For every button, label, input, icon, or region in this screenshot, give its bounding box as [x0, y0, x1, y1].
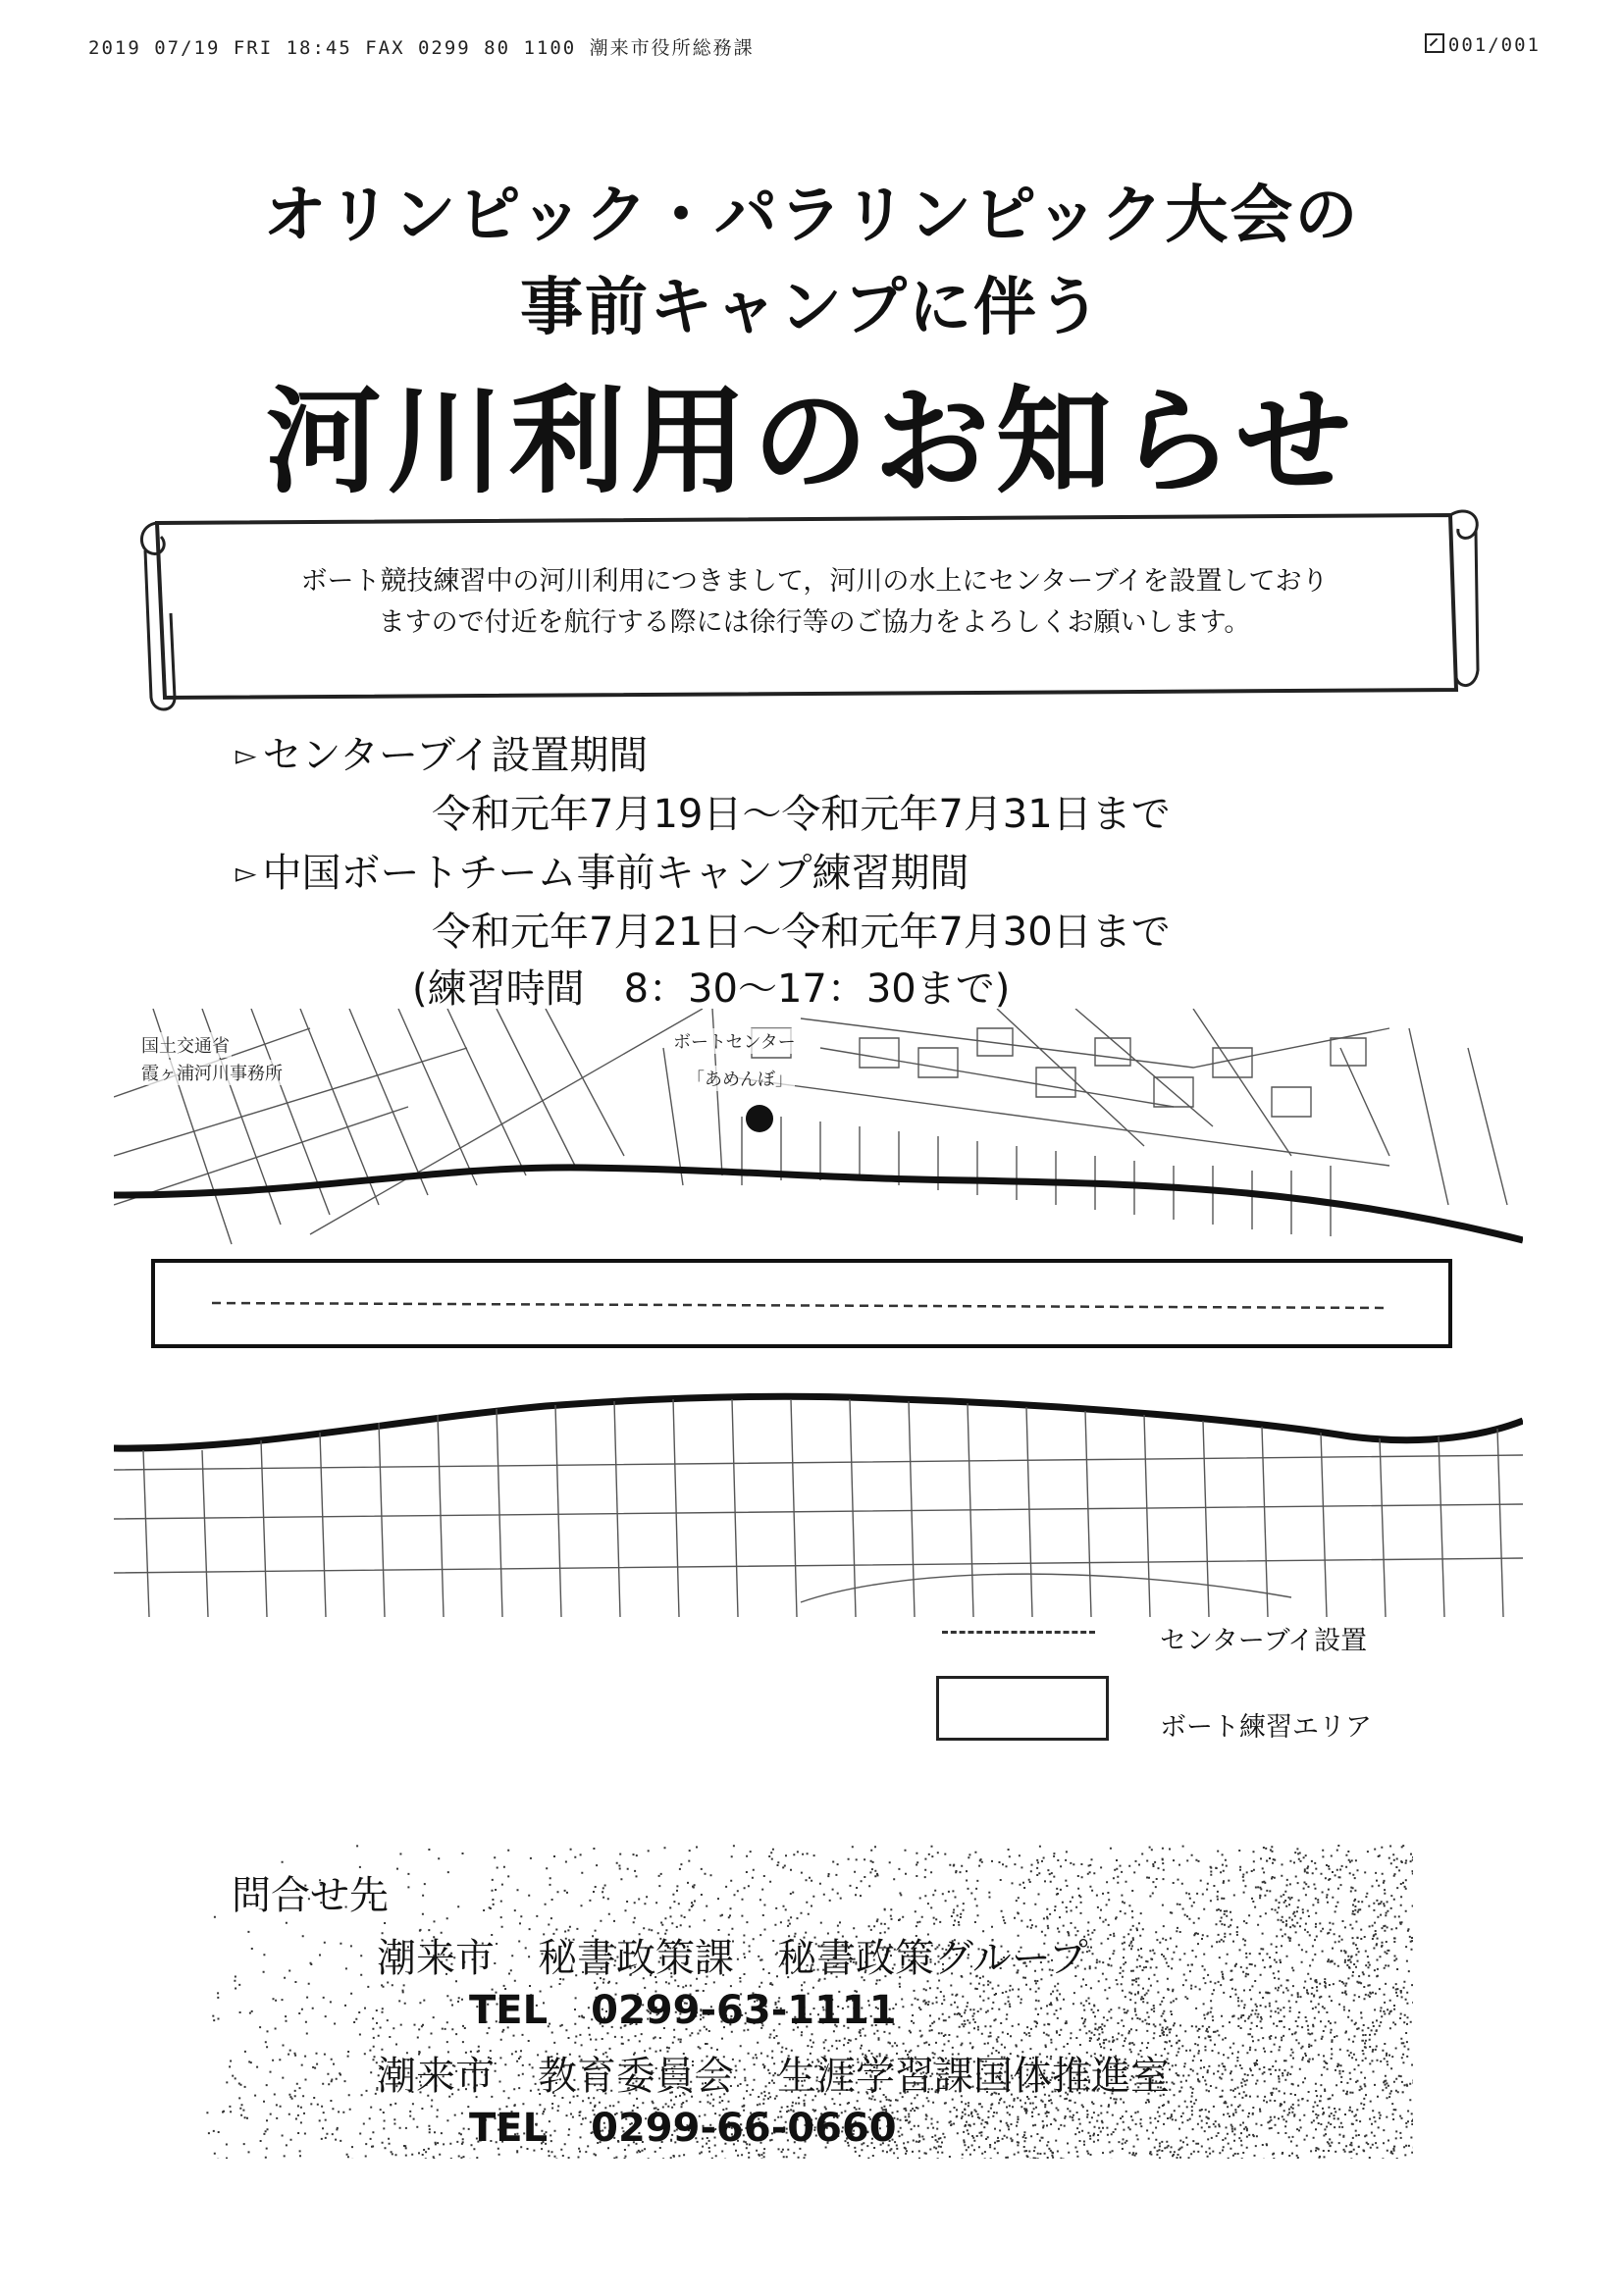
contact-dept-1-group: 秘書政策グループ: [777, 1936, 1088, 1981]
contact-dept-1: [377, 1927, 1088, 1983]
map-upper-bank: [114, 1009, 1507, 1244]
buoy-period-heading: [236, 724, 648, 780]
fax-page-icon: [1425, 33, 1444, 53]
fax-page-number: 001/001: [1447, 34, 1541, 56]
map-label-office-2: 霞ヶ浦河川事務所: [139, 1060, 285, 1085]
map-label-boat-center-name: 「あめんぼ」: [685, 1066, 795, 1091]
camp-period-heading: [236, 842, 969, 898]
contact-dept-2-name: 教育委員会: [538, 2054, 734, 2099]
fax-transmission-info: 2019 07/19 FRI 18:45 FAX 0299 80 1100 潮来市役所総務課: [88, 37, 755, 59]
contact-dept-1-city: 潮来市: [377, 1936, 495, 1981]
buoy-period-label: センターブイ設置期間: [262, 733, 649, 778]
legend-area-label: ボート練習エリア: [1160, 1712, 1372, 1743]
contact-dept-2: [377, 2045, 1170, 2101]
title-line-1: オリンピック・パラリンピック大会の: [263, 180, 1360, 252]
tel-label: TEL: [469, 2106, 549, 2151]
map-label-office-1: 国土交通省: [139, 1032, 232, 1058]
map-lower-shoreline: [114, 1396, 1523, 1448]
contact-dept-2-city: 潮来市: [377, 2054, 495, 2099]
boat-center-marker: [746, 1105, 773, 1132]
title-line-2: 事前キャンプに伴う: [520, 272, 1103, 344]
contact-dept-2-group: 生涯学習課国体推進室: [777, 2054, 1170, 2099]
tel-label: TEL: [469, 1988, 549, 2033]
contact-tel-1: [469, 1988, 897, 2033]
legend-buoy-swatch: [942, 1631, 1095, 1634]
contact-label: 問合せ先: [232, 1873, 389, 1918]
contact-tel-1-number: 0299-63-1111: [591, 1988, 897, 2033]
legend-buoy-label: センターブイ設置: [1160, 1626, 1368, 1656]
legend-area-swatch: [936, 1676, 1109, 1741]
fax-header: [88, 33, 1541, 57]
contact-dept-1-name: 秘書政策課: [538, 1936, 734, 1981]
river-map: [114, 1009, 1523, 1617]
notice-line-2: ますので付近を航行する際には徐行等のご協力をよろしくお願いします。: [378, 607, 1251, 638]
contact-tel-2-number: 0299-66-0660: [591, 2106, 897, 2151]
buoy-period-dates: 令和元年7月19日～令和元年7月31日まで: [432, 792, 1171, 837]
notice-text: [177, 561, 1452, 644]
map-label-boat-center: ボートセンター: [671, 1028, 798, 1054]
triangle-bullet-icon: ▻: [236, 857, 257, 889]
fax-page-counter: [1425, 33, 1541, 56]
triangle-bullet-icon: ▻: [236, 739, 257, 771]
camp-period-dates: 令和元年7月21日～令和元年7月30日まで: [432, 910, 1171, 955]
notice-line-1: ボート競技練習中の河川利用につきまして，河川の水上にセンターブイを設置しており: [300, 566, 1329, 597]
camp-period-label: 中国ボートチーム事前キャンプ練習期間: [262, 851, 969, 896]
contact-tel-2: [469, 2106, 897, 2151]
practice-hours: (練習時間 8：30～17：30まで): [412, 966, 1011, 1012]
main-title: 河川利用のお知らせ: [265, 374, 1358, 509]
